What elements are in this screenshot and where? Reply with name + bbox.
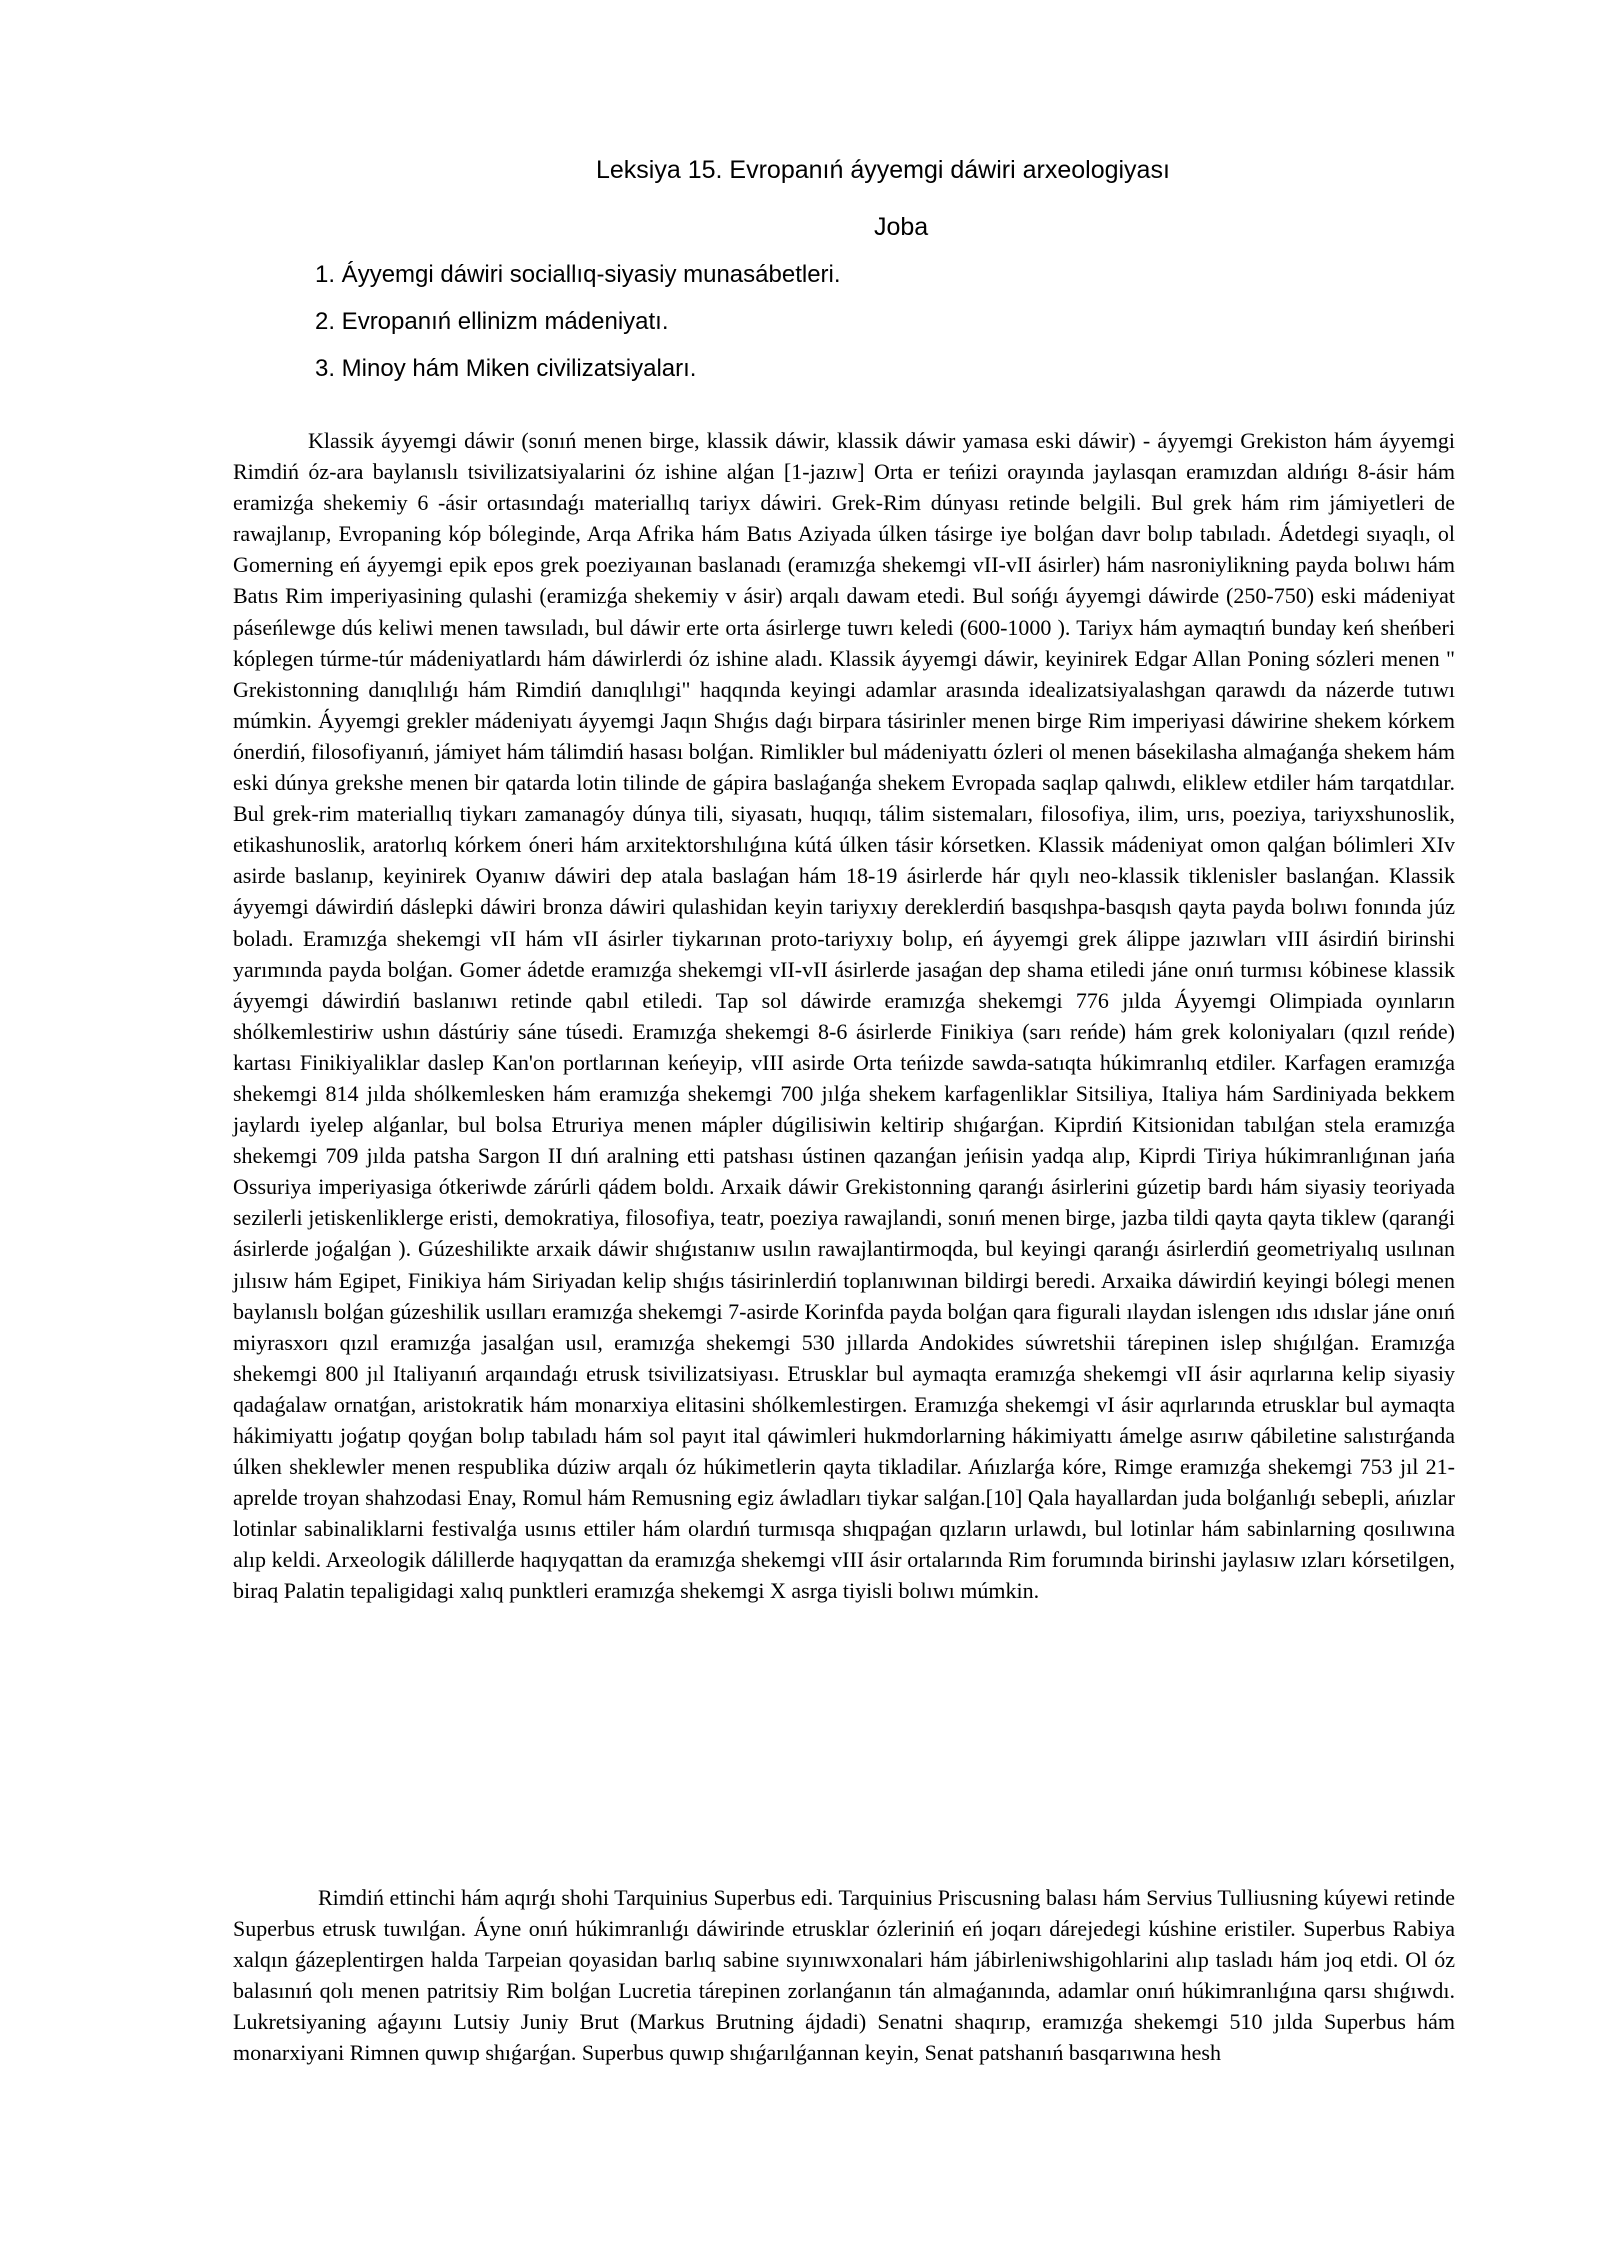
plan-item: 3. Minoy hám Miken civilizatsiyaları. (315, 355, 697, 382)
plan-item: 1. Áyyemgi dáwiri sociallıq-siyasiy munasábetleri. (315, 261, 841, 288)
body-paragraph: Klassik áyyemgi dáwir (sonıń menen birge, klassik dáwir, klassik dáwir yamasa eski dáwir) - áyyemgi Grekiston hám áyyemgi Rimdiń óz-ara baylanıslı tsivilizatsiyalarini óz ishine alǵan [1-jazıw] Orta er teńizi orayında jaylasqan eramızdan aldıńgı 8-ásir hám eramizǵa shekemiy 6 -ásir ortasındaǵı materiallıq tariyx dáwiri. Grek-Rim dúnyası retinde belgili. Bul grek hám rim jámiyetleri de rawajlanıp, Evropaning kóp bóleginde, Arqa Afrika hám Batıs Aziyada úlken tásirge iye bolǵan davr bolıp tabıladı. Ádetdegi sıyaqlı, ol Gomerning eń áyyemgi epik epos grek poeziyaınan baslanadı (eramızǵa shekemgi vII-vII ásirler) hám nasroniylikning payda bolıwı hám Batıs Rim imperiyasining qulashi (eramizǵa shekemiy v ásir) arqalı dawam etedi. Bul sońǵı áyyemgi dáwirde (250-750) eski mádeniyat páseńlewge dús keliwi menen tawsıladı, bul dáwir erte orta ásirlerge tuwrı keledi (600-1000 ). Tariyx hám aymaqtıń bunday keń sheńberi kóplegen túrme-túr mádeniyatlardı hám dáwirlerdi óz ishine aladı. Klassik áyyemgi dáwir, keyinirek Edgar Allan Poning sózleri menen " Grekistonning danıqlılıǵı hám Rimdiń danıqlılıgi" haqqında keyingi adamlar arasında idealizatsiyalashgan qarawdı da názerde tutıwı múmkin. Áyyemgi grekler mádeniyatı áyyemgi Jaqın Shıǵıs daǵı birpara tásirinler menen birge Rim imperiyasi dáwirine shekem kórkem ónerdiń, filosofiyanıń, jámiyet hám tálimdiń hasası bolǵan. Rimlikler bul mádeniyattı ózleri ol menen básekilasha almaǵanǵa shekem hám eski dúnya grekshe menen bir qatarda lotin tilinde de gápira baslaǵanǵa shekem Evropada saqlap qalıwdı, eliklew etdiler hám tarqatdılar. Bul grek-rim materiallıq tiykarı zamanagóy dúnya tili, siyasatı, huqıqı, tálim sistemaları, filosofiya, ilim, urıs, poeziya, tariyxshunoslik, etikashunoslik, aratorlıq kórkem óneri hám arxitektorshılıǵına kútá úlken tásir kórsetken. Klassik mádeniyat omon qalǵan bólimleri XIv asirde baslanıp, keyinirek Oyanıw dáwiri dep atala baslaǵan hám 18-19 ásirlerde hár qıylı neo-klassik tiklenisler baslanǵan. Klassik áyyemgi dáwirdiń dáslepki dáwiri bronza dáwiri qulashidan keyin tariyxıy dereklerdiń basqıshpa-basqısh qayta payda bolıwı fonında júz boladı. Eramızǵa shekemgi vII hám vII ásirler tiykarınan proto-tariyxıy bolıp, eń áyyemgi grek álippe jazıwları vIII ásirdiń birinshi yarımında payda bolǵan. Gomer ádetde eramızǵa shekemgi vII-vII ásirlerde jasaǵan dep shama etiledi jáne onıń turmısı kóbinese klassik áyyemgi dáwirdiń baslanıwı retinde qabıl etiledi. Tap sol dáwirde eramızǵa shekemgi 776 jılda Áyyemgi Olimpiada oyınların shólkemlestiriw ushın dástúriy sáne túsedi. Eramızǵa shekemgi 8-6 ásirlerde Finikiya (sarı reńde) hám grek koloniyaları (qızıl reńde) kartası Finikiyaliklar daslep Kan'on portlarınan keńeyip, vIII asirde Orta teńizde sawda-satıqta húkimranlıq etdiler. Karfagen eramızǵa shekemgi 814 jılda shólkemlesken hám eramızǵa shekemgi 700 jılǵa shekem karfagenliklar Sitsiliya, Italiya hám Sardiniyada bekkem jaylardı iyelep alǵanlar, bul bolsa Etruriya menen mápler dúgilisiwin keltirip shıǵarǵan. Kiprdiń Kitsionidan tabılǵan stela eramızǵa shekemgi 709 jılda patsha Sargon II dıń aralning etti patshası ústinen qazanǵan jeńisin yadqa alıp, Kiprdi Tiriya húkimranlıǵınan jańa Ossuriya imperiyasiga ótkeriwde zárúrli qádem boldı. Arxaik dáwir Grekistonning qaranǵı ásirlerini gúzetip bardı hám siyasiy teoriyada sezilerli jetiskenliklerge eristi, demokratiya, filosofiya, teatr, poeziya rawajlandi, sonıń menen birge, jazba tildi qayta qayta tiklew (qaranǵi ásirlerde joǵalǵan ). Gúzeshilikte arxaik dáwir shıǵıstanıw usılın rawajlantirmoqda, bul keyingi qaranǵı ásirlerdiń geometriyalıq usılınan jılısıw hám Egipet, Finikiya hám Siriyadan kelip shıǵıs tásirinlerdiń toplanıwınan bildirgi beredi. Arxaika dáwirdiń keyingi bólegi menen baylanıslı bolǵan gúzeshilik usılları eramızǵa shekemgi 7-asirde Korinfda payda bolǵan qara figurali ılaydan islengen ıdıs ıdıslar jáne onıń miyrasxorı qızıl eramızǵa jasalǵan usıl, eramızǵa shekemgi 530 jıllarda Andokides súwretshii tárepinen islep shıǵılǵan. Eramızǵa shekemgi 800 jıl Italiyanıń arqaındaǵı etrusk tsivilizatsiyası. Etrusklar bul aymaqta eramızǵa shekemgi vII ásir aqırlarına kelip siyasiy qadaǵalaw ornatǵan, aristokratik hám monarxiya elitasini shólkemlestirgen. Eramızǵa shekemgi vI ásir aqırlarında etrusklar bul aymaqta hákimiyattı joǵatıp qoyǵan bolıp tabıladı hám sol payıt ital qáwimleri hukmdorlarning hákimiyattı ámelge asırıw qábiletine salıstırǵanda úlken sheklewler menen respublika dúziw arqalı óz húkimetlerin qayta tikladilar. Ańızlarǵa kóre, Rimge eramızǵa shekemgi 753 jıl 21-aprelde troyan shahzodasi Enay, Romul hám Remusning egiz áwladları tiykar salǵan.[10] Qala hayallardan juda bolǵanlıǵı sebepli, ańızlar lotinlar sabinaliklarni festivalǵa usınıs ettiler hám olardıń turmısqa shıqpaǵan qızların urlawdı, bul lotinlar hám sabinlarning qosılıwına alıp keldi. Arxeologik dálillerde haqıyqattan da eramızǵa shekemgi vIII ásir ortalarında Rim forumında birinshi jaylasıw ızları kórsetilgen, biraq Palatin tepaligidagi xalıq punktleri eramızǵa shekemgi X asrga tiyisli bolıwı múmkin. (233, 428, 1455, 1604)
plan-list (315, 258, 841, 399)
lecture-title: Leksiya 15. Evropanıń áyyemgi dáwiri arxeologiyası (596, 156, 1170, 184)
plan-heading: Joba (874, 213, 929, 241)
body-paragraph: Rimdiń ettinchi hám aqırǵı shohi Tarquinius Superbus edi. Tarquinius Priscusning balası hám Servius Tulliusning kúyewi retinde Superbus etrusk tuwılǵan. Áyne onıń húkimranlıǵı dáwirinde etrusklar ózleriniń eń joqarı dárejedegi kúshine eristiler. Superbus Rabiya xalqın ǵázeplentirgen halda Tarpeian qoyasidan barlıq sabine sıyınıwxonalari hám jábirleniwshigohlarini alıp tasladı hám joq etdi. Ol óz balasınıń qolı menen patritsiy Rim bolǵan Lucretia tárepinen zorlanǵanın tán almaǵanında, adamlar onıń húkimranlıǵına qarsı shıǵıwdı. Lukretsiyaning aǵayını Lutsiy Juniy Brut (Markus Brutning ájdadi) Senatni shaqırıp, eramızǵa shekemgi 510 jılda Superbus hám monarxiyani Rimnen quwıp shıǵarǵan. Superbus quwıp shıǵarılǵannan keyin, Senat patshanıń basqarıwına hesh (233, 1885, 1455, 2066)
plan-item: 2. Evropanıń ellinizm mádeniyatı. (315, 308, 669, 335)
